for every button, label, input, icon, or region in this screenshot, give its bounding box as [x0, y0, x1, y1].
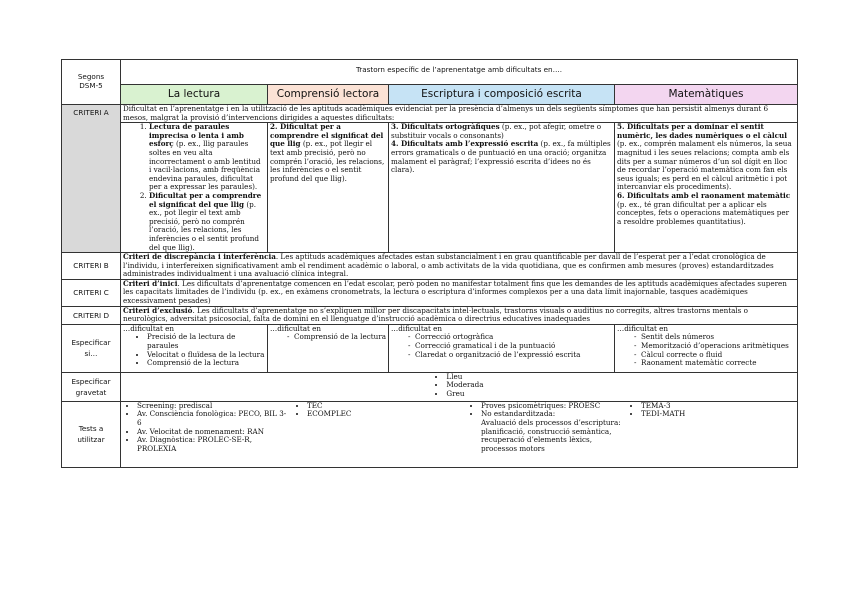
- criteri-a-label: [62, 105, 121, 253]
- list-item: - Càlcul correcte o fluid: [641, 351, 795, 360]
- especificar-matematiques: …dificultat en - Sentit dels números - Memorització d’operacions aritmètiques - Càlcul correcte o fluid - Raonament matemàtic correcte: [615, 324, 798, 372]
- list-item: • Greu: [446, 390, 483, 399]
- column-headers: [62, 85, 798, 105]
- criteri-a-details-row: [62, 123, 798, 253]
- list-item: • Moderada: [446, 381, 483, 390]
- list-item: - Claredat o organització de l’expressió escrita: [415, 351, 612, 360]
- criteri-a-row: [62, 105, 798, 123]
- list-item: 2. Dificultat per a comprendre el significat del que llig (p. ex., pot llegir el text amb precisió, però no comprén l’oració, les relacions, les inferències o el sentit profund del que llig).: [149, 192, 265, 252]
- list-item: Avaluació dels processos d’escriptura: planificació, construcció semàntica, recuperació d’elements lèxics, processos motors: [481, 418, 621, 453]
- list-item: - Memorització d’operacions aritmètiques: [641, 342, 795, 351]
- criteri-b-label: CRITERI B: [62, 253, 121, 280]
- gravetat-row: [62, 372, 798, 401]
- list-item: • Lleu: [446, 373, 483, 382]
- list-item: • Precisió de la lectura de paraules: [147, 333, 265, 350]
- list-item: • TEMA-3: [641, 402, 787, 411]
- dsm5-table-page: [61, 59, 797, 468]
- criteri-d-row: [62, 306, 798, 324]
- page-title: Trastorn específic de l’aprenentatge amb dificultats en….: [121, 60, 798, 85]
- tests-escriptura: [465, 402, 625, 454]
- especificar-label: Especificar si…: [62, 324, 121, 372]
- list-item: • Comprensió de la lectura: [147, 359, 265, 368]
- criteri-c-text: Criteri d’inici. Les dificultats d’aprenentatge comencen en l’edat escolar, però poden no manifestar totalment fins que les demandes de les aptituds acadèmiques afectades superen les capacitats limitades de l’individu (p. ex., en exàmens cronometrats, la lectura o escriptura d’informes complexos per a una data límit inajornable, tasques acadèmiques excessivament pesades): [121, 279, 798, 306]
- criteri-d-text: Criteri d’exclusió. Les dificultats d’aprenentatge no s’expliquen millor per discapacitats intel·lectuals, trastorns visuals o auditius no corregits, altres trastorns mentals o neurològics, adversitat psicosocial, falta de domini en el llenguatge d’instrucció acadèmica o directrius educatives inadequades: [121, 306, 798, 324]
- list-item: - Comprensió de la lectura: [294, 333, 386, 342]
- list-item: • ECOMPLEC: [307, 410, 463, 419]
- criteri-a-escriptura: 3. Dificultats ortogràfiques (p. ex., pot afegir, ometre o substituir vocals o consonants) 4. Dificultats amb l’expressió escrita (p. ex., fa múltiples errors gramaticals o de puntuació en una oració; organitza malament el paràgraf; l’expressió escrita d’idees no és clara).: [389, 123, 615, 253]
- criteri-b-text: Criteri de discrepància i interferència. Les aptituds acadèmiques afectades estan substancialment i en grau quantificable per davall de l’esperat per a l’edat cronològica de l’individu, i interfereixen significativament amb el rendiment acadèmic o laboral, o amb activitats de la vida quotidiana, que es confirmen amb mesures (proves) estandarditzades administrades individualment i una avaluació clínica integral.: [121, 253, 798, 280]
- tests-lectura: [121, 402, 291, 454]
- list-item: - Correcció ortogràfica: [415, 333, 612, 342]
- segons-dsm5-label: Segons DSM-5: [62, 60, 121, 105]
- especificar-comprensio: …dificultat en - Comprensió de la lectura: [268, 324, 389, 372]
- list-item: - Sentit dels números: [641, 333, 795, 342]
- criteri-a-matematiques: 5. Dificultats per a dominar el sentit numèric, les dades numèriques o el càlcul (p. ex., comprén malament els números, la seua magnitud i les seues relacions; compta amb els dits per a sumar números d’un sol dígit en lloc de recordar l’operació matemàtica com fan els seus iguals; es perd en el càlcul aritmètic i pot intercanviar els procediments). 6. Dificultats amb el raonament matemàtic (p. ex., té gran dificultat per a aplicar els conceptes, fets o operacions matemàtiques per a resoldre problemes quantitatius).: [615, 123, 798, 253]
- criteri-c-row: [62, 279, 798, 306]
- list-item: • No estandarditzada:: [481, 410, 623, 419]
- column-header-escriptura: Escriptura i composició escrita: [389, 85, 615, 105]
- tests-label: Tests a utilitzar: [62, 401, 121, 467]
- criteri-a-comprensio: 2. Dificultat per a comprendre el significat del que llig (p. ex., pot llegir el text amb precisió, però no comprén l’oració, les relacions, les inferències o el sentit profund del que llig).: [268, 123, 389, 253]
- list-item: - Raonament matemàtic correcte: [641, 359, 795, 368]
- list-item: • Velocitat o fluïdesa de la lectura: [147, 351, 265, 360]
- criteria-table: [61, 59, 798, 468]
- list-item: • Screening: prediscal: [137, 402, 289, 411]
- title-row: [62, 60, 798, 85]
- list-item: • TEC: [307, 402, 463, 411]
- gravetat-label: Especificar gravetat: [62, 372, 121, 401]
- gravetat-options: [121, 372, 798, 401]
- column-header-lectura: La lectura: [121, 85, 268, 105]
- criteri-a-lectura: [121, 123, 268, 253]
- especificar-escriptura: …dificultat en - Correcció ortogràfica - Correcció gramatical i de la puntuació - Claredat o organització de l’expressió escrita: [389, 324, 615, 372]
- criteri-a-label-text: CRITERI A: [73, 108, 109, 117]
- column-header-comprensio: Comprensió lectora: [268, 85, 389, 105]
- tests-comprensio: [291, 402, 465, 454]
- list-item: • Av. Consciència fonològica: PECO, BIL 3-6: [137, 410, 289, 427]
- tests-matematiques: [625, 402, 789, 454]
- list-item: - Correcció gramatical i de la puntuació: [415, 342, 612, 351]
- tests-content: [121, 401, 798, 467]
- list-item: • Av. Diagnòstica: PROLEC-SE-R, PROLEXIA: [137, 436, 289, 453]
- criteri-a-intro: Dificultat en l’aprenentatge i en la utilització de les aptituds acadèmiques evidenciat per la presència d’almenys un dels següents símptomes que han persistit almenys durant 6 mesos, malgrat la provisió d’intervencions dirigides a aquestes dificultats:: [121, 105, 798, 123]
- list-item: • Av. Velocitat de nomenament: RAN: [137, 428, 289, 437]
- especificar-lectura: …dificultat en • Precisió de la lectura de paraules • Velocitat o fluïdesa de la lectura • Comprensió de la lectura: [121, 324, 268, 372]
- list-item: 1. Lectura de paraules imprecisa o lenta i amb esforç (p. ex., llig paraules soltes en veu alta incorrectament o amb lentitud i vacil·lacions, amb freqüència endevina paraules, dificultat per a expressar les paraules).: [149, 123, 265, 192]
- especificar-row: [62, 324, 798, 372]
- criteri-b-row: [62, 253, 798, 280]
- criteri-c-label: CRITERI C: [62, 279, 121, 306]
- column-header-matematiques: Matemàtiques: [615, 85, 798, 105]
- lectura-symptom-list: [123, 123, 265, 252]
- list-item: • TEDI-MATH: [641, 410, 787, 419]
- list-item: • Proves psicomètriques: PROESC: [481, 402, 623, 411]
- tests-row: [62, 401, 798, 467]
- criteri-d-label: CRITERI D: [62, 306, 121, 324]
